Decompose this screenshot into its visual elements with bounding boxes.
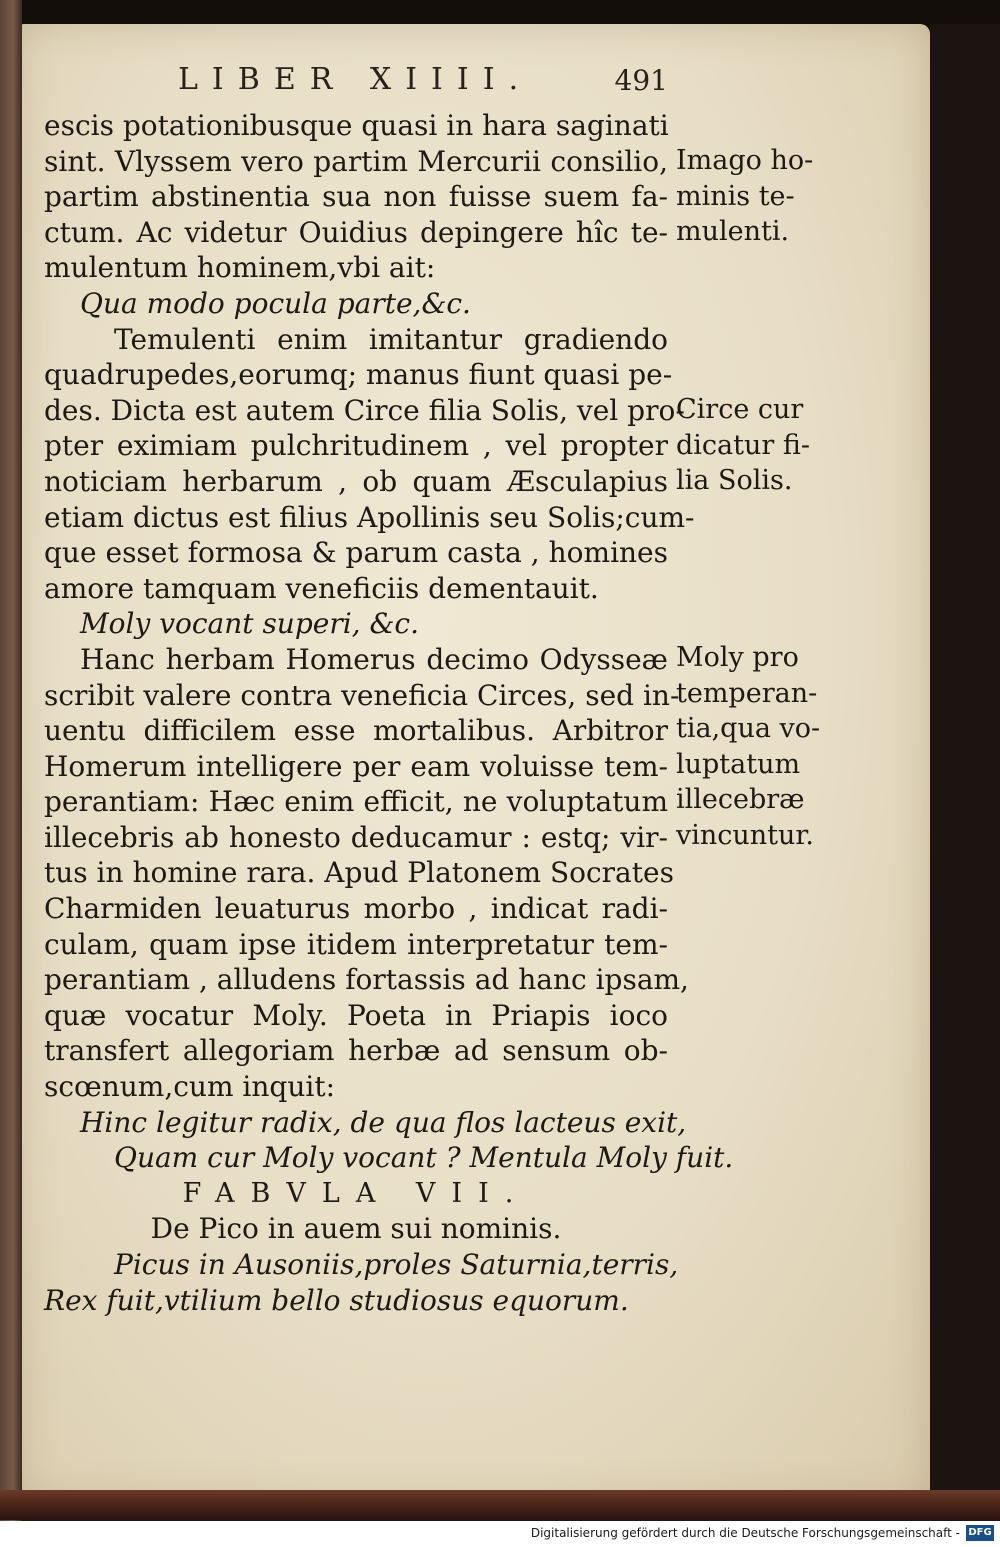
- text-line: mulentum hominem,vbi ait:: [44, 251, 436, 285]
- funding-credit: Digitalisierung gefördert durch die Deutsche Forschungsgemeinschaft -: [530, 1526, 960, 1540]
- text-line: scribit valere contra veneficia Circes, sed in-: [44, 678, 680, 712]
- verse-quote-line: Qua modo pocula parte,&c.: [80, 286, 471, 320]
- margin-note-line: illecebræ: [676, 784, 805, 816]
- margin-note-line: Moly pro: [676, 642, 799, 673]
- text-line: etiam dictus est filius Apollinis seu Solis;cum-: [44, 500, 695, 534]
- text-line: culam, quam ipse itidem interpretatur tem-: [44, 927, 668, 961]
- margin-note-line: mulenti.: [676, 216, 790, 248]
- verse-quote-line: Picus in Ausoniis,proles Saturnia,terris,: [114, 1248, 679, 1281]
- margin-note-line: Circe cur: [676, 394, 804, 425]
- verse-quote-line: Rex fuit,vtilium bello studiosus equorum.: [44, 1283, 629, 1317]
- margin-note-line: temperan-: [676, 677, 818, 709]
- text-line: partim abstinentia sua non fuisse suem fa-: [44, 180, 668, 214]
- margin-note-line: tia,qua vo-: [676, 713, 821, 745]
- running-title: LIBER XIIII.: [178, 62, 533, 97]
- text-line: uentu difficilem esse mortalibus. Arbitror: [44, 714, 668, 748]
- verse-quote-line: Hinc legitur radix, de qua flos lacteus exit,: [80, 1105, 687, 1139]
- margin-note-circe: [676, 392, 836, 499]
- verse-quote-line: Quam cur Moly vocant ? Mentula Moly fuit.: [114, 1141, 734, 1175]
- text-line: perantiam: Hæc enim efficit, ne voluptatum: [44, 785, 668, 819]
- margin-note-line: Imago ho-: [676, 145, 814, 176]
- footer-bar: [0, 1521, 1000, 1547]
- text-line: escis potationibusque quasi in hara saginati: [44, 109, 669, 142]
- dfg-logo: DFG: [966, 1525, 994, 1541]
- text-line: illecebris ab honesto deducamur : estq; vir-: [44, 820, 668, 854]
- body-text: [44, 108, 734, 1318]
- page-number: 491: [614, 64, 668, 97]
- text-line: noticiam herbarum , ob quam Æsculapius: [44, 464, 668, 498]
- scan-background-right: [930, 24, 1000, 1494]
- margin-note-line: lia Solis.: [676, 465, 793, 497]
- text-line: Charmiden leuaturus morbo , indicat radi-: [44, 892, 668, 926]
- text-line: scœnum,cum inquit:: [44, 1070, 336, 1104]
- margin-note-line: vincuntur.: [676, 819, 814, 851]
- margin-note-line: dicatur fi-: [676, 429, 810, 461]
- text-line: sint. Vlyssem vero partim Mercurii consilio,: [44, 144, 668, 178]
- margin-note-line: minis te-: [676, 180, 795, 212]
- text-line: ctum. Ac videtur Ouidius depingere hîc te-: [44, 215, 668, 249]
- text-line: tus in homine rara. Apud Platonem Socrates: [44, 856, 674, 890]
- verse-quote-line: Moly vocant superi, &c.: [80, 607, 419, 641]
- margin-note-imago: [676, 143, 836, 250]
- text-line: que esset formosa & parum casta , homines: [44, 536, 668, 570]
- text-line: quæ vocatur Moly. Poeta in Priapis ioco: [44, 998, 668, 1032]
- text-line: transfert allegoriam herbæ ad sensum ob-: [44, 1034, 668, 1068]
- margin-note-moly: [676, 640, 836, 854]
- text-line: Hanc herbam Homerus decimo Odysseæ: [80, 642, 668, 676]
- text-line: des. Dicta est autem Circe filia Solis, vel pro-: [44, 393, 685, 427]
- text-line: Temulenti enim imitantur gradiendo: [114, 322, 668, 356]
- text-line: quadrupedes,eorumq; manus fiunt quasi pe-: [44, 358, 673, 392]
- book-cover-edge: [0, 1490, 1000, 1520]
- text-line: pter eximiam pulchritudinem , vel propter: [44, 429, 668, 463]
- fable-subtitle: De Pico in auem sui nominis.: [150, 1212, 562, 1246]
- page-gutter-edge: [0, 0, 22, 1547]
- text-line: perantiam , alludens fortassis ad hanc ipsam,: [44, 963, 689, 997]
- fable-heading: FABVLA VII.: [182, 1177, 530, 1209]
- text-line: amore tamquam veneficiis dementauit.: [44, 571, 599, 605]
- text-line: Homerum intelligere per eam voluisse tem-: [44, 749, 668, 783]
- margin-note-line: luptatum: [676, 748, 801, 780]
- running-head: [178, 62, 668, 102]
